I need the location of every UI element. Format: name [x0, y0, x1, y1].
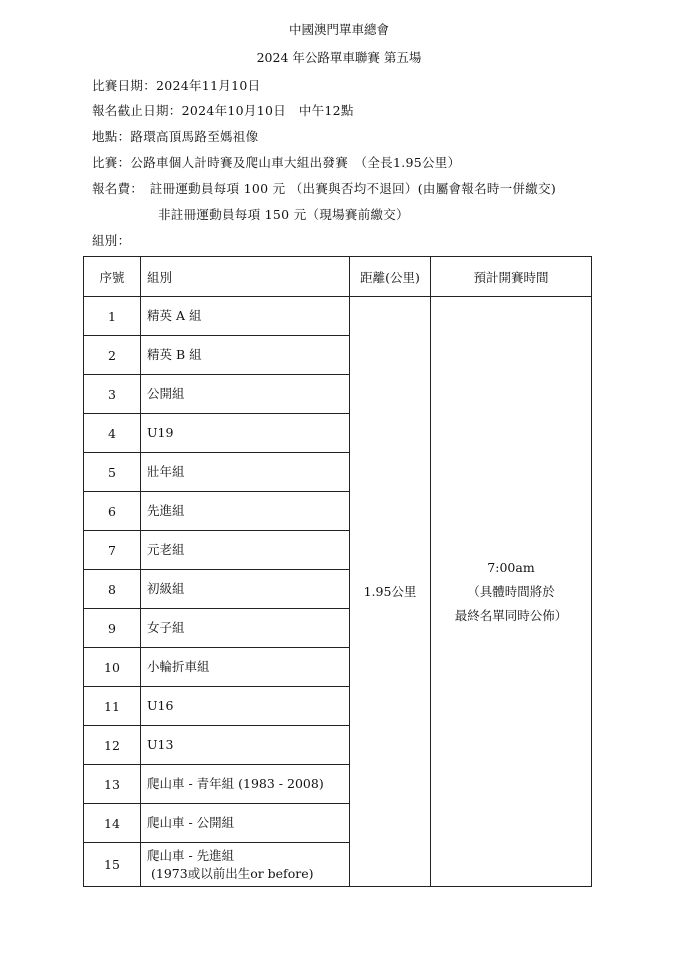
- start-time-cell: [431, 297, 592, 887]
- start-time: 7:00am: [487, 559, 535, 575]
- groups-label: 組別：: [92, 233, 131, 248]
- schedule-table: [83, 256, 592, 887]
- row-no: 12: [84, 726, 141, 765]
- row-group: 壯年組: [141, 453, 350, 492]
- row-group: 元老組: [141, 531, 350, 570]
- table-header-row: [84, 257, 592, 297]
- row-group: 初級組: [141, 570, 350, 609]
- row-group: [141, 843, 350, 887]
- row-no: 2: [84, 336, 141, 375]
- header-distance: 距離(公里): [350, 257, 431, 297]
- row-group-name: 爬山車 - 先進組: [147, 847, 235, 863]
- row-group: 小輪折車組: [141, 648, 350, 687]
- row-group-note: (1973或以前出生or before): [151, 865, 314, 881]
- row-group: 女子組: [141, 609, 350, 648]
- row-group: 爬山車 - 青年組 (1983 - 2008): [141, 765, 350, 804]
- row-group: 先進組: [141, 492, 350, 531]
- row-no: 3: [84, 375, 141, 414]
- row-no: 8: [84, 570, 141, 609]
- row-group: U19: [141, 414, 350, 453]
- row-no: 10: [84, 648, 141, 687]
- row-no: 5: [84, 453, 141, 492]
- start-note-2: 最終名單同時公佈）: [454, 607, 568, 623]
- row-group: 精英 A 組: [141, 297, 350, 336]
- race-description: 比賽：公路車個人計時賽及爬山車大組出發賽 （全長1.95公里）: [92, 155, 461, 170]
- row-no: 13: [84, 765, 141, 804]
- row-group: U16: [141, 687, 350, 726]
- organizer-title: 中國澳門單車總會: [288, 22, 389, 37]
- row-no: 1: [84, 297, 141, 336]
- fee-registered: 報名費： 註冊運動員每項 100 元 （出賽與否均不退回）(由屬會報名時一併繳交): [92, 181, 557, 196]
- row-group: 精英 B 組: [141, 336, 350, 375]
- row-no: 15: [84, 843, 141, 887]
- row-no: 9: [84, 609, 141, 648]
- row-no: 14: [84, 804, 141, 843]
- start-note-1: （具體時間將於: [467, 583, 555, 599]
- header-group: 組別: [141, 257, 350, 297]
- race-date: 比賽日期：2024年11月10日: [92, 78, 261, 93]
- table-row: [84, 297, 592, 336]
- row-no: 11: [84, 687, 141, 726]
- registration-deadline: 報名截止日期：2024年10月10日 中午12點: [92, 103, 354, 118]
- distance-cell: 1.95公里: [350, 297, 431, 887]
- fee-unregistered: 非註冊運動員每項 150 元（現場賽前繳交）: [158, 207, 409, 222]
- venue: 地點：路環高頂馬路至媽祖像: [92, 129, 259, 144]
- header-start-time: 預計開賽時間: [431, 257, 592, 297]
- event-title: 2024 年公路單車聯賽 第五場: [256, 50, 422, 65]
- row-no: 7: [84, 531, 141, 570]
- row-group: 爬山車 - 公開組: [141, 804, 350, 843]
- row-group: U13: [141, 726, 350, 765]
- row-no: 4: [84, 414, 141, 453]
- row-no: 6: [84, 492, 141, 531]
- row-group: 公開組: [141, 375, 350, 414]
- header-no: 序號: [84, 257, 141, 297]
